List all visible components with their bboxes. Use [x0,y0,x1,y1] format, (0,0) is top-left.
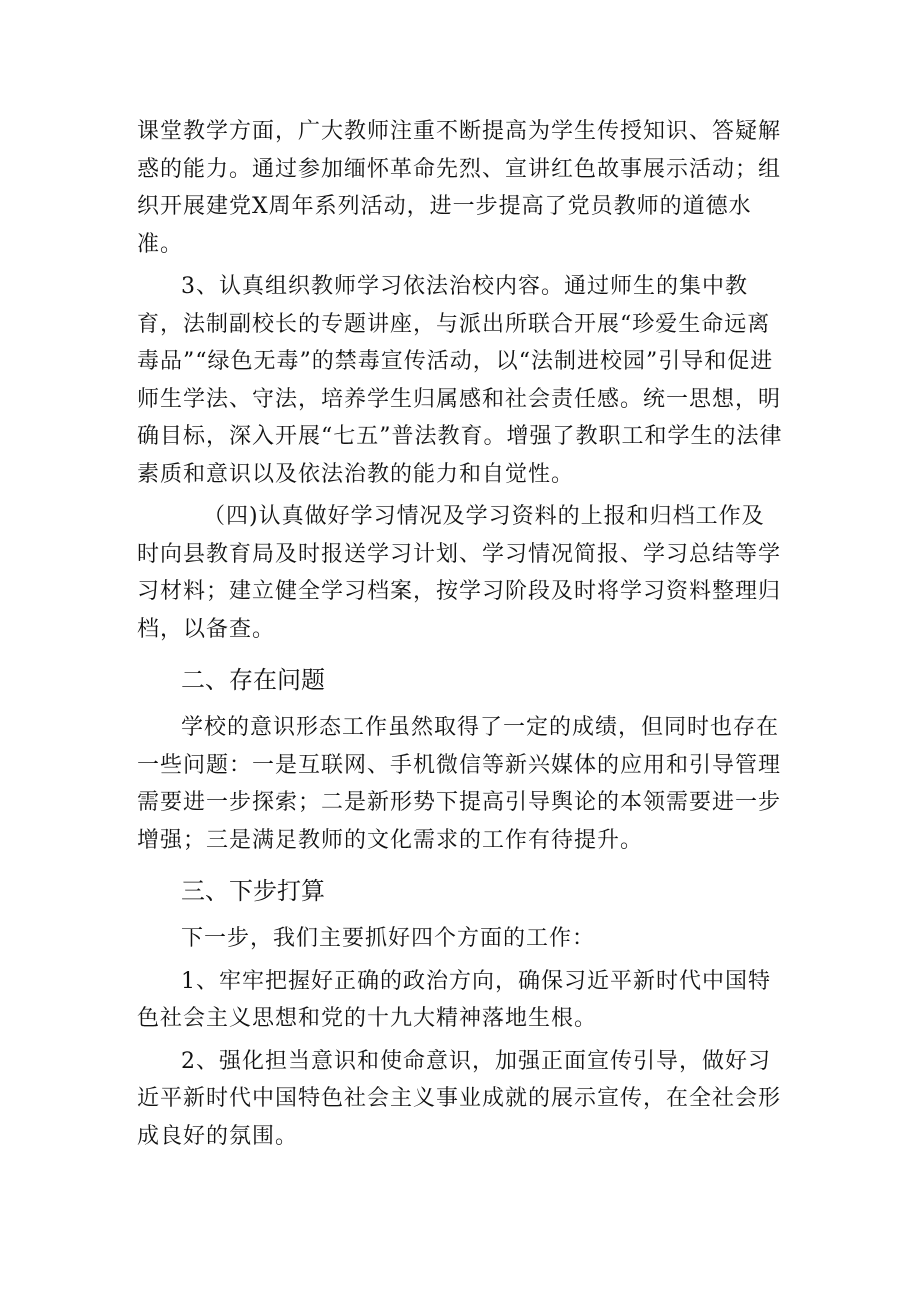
paragraph-next-steps-intro: 下一步，我们主要抓好四个方面的工作： [181,926,596,951]
paragraph-step-1: 1、牢牢把握好正确的政治方向，确保习近平新时代中国特色社会主义思想和党的十九大精神落地生根。 [137,968,771,1031]
heading-next-steps: 三、下步打算 [181,877,325,905]
paragraph-step-2: 2、强化担当意识和使命意识，加强正面宣传引导，做好习近平新时代中国特色社会主义事业成就的展示宣传，在全社会形成良好的氛围。 [137,1048,782,1149]
paragraph-classroom-teaching: 课堂教学方面，广大教师注重不断提高为学生传授知识、答疑解惑的能力。通过参加缅怀革命先烈、宣讲红色故事展示活动；组织开展建党X周年系列活动，进一步提高了党员教师的道德水准。 [137,119,782,257]
document-body [137,113,787,1155]
paragraph-reporting-archiving: （四)认真做好学习情况及学习资料的上报和归档工作及时向县教育局及时报送学习计划、学习情况简报、学习总结等学习材料；建立健全学习档案，按学习阶段及时将学习资料整理归档，以备查。 [137,504,782,642]
heading-existing-problems: 二、存在问题 [181,666,325,694]
paragraph-problems-detail: 学校的意识形态工作虽然取得了一定的成绩，但同时也存在一些问题：一是互联网、手机微信等新兴媒体的应用和引导管理需要进一步探索；二是新形势下提高引导舆论的本领需要进一步增强；三是满足教师的文化需求的工作有待提升。 [137,715,782,853]
paragraph-rule-of-law-study: 3、认真组织教师学习依法治校内容。通过师生的集中教育，法制副校长的专题讲座，与派出所联合开展“珍爱生命远离毒品”“绿色无毒”的禁毒宣传活动，以“法制进校园”引导和促进师生学法、守法，培养学生归属感和社会责任感。统一思想，明确目标，深入开展“七五”普法教育。增强了教职工和学生的法律素质和意识以及依法治教的能力和自觉性。 [137,274,783,487]
